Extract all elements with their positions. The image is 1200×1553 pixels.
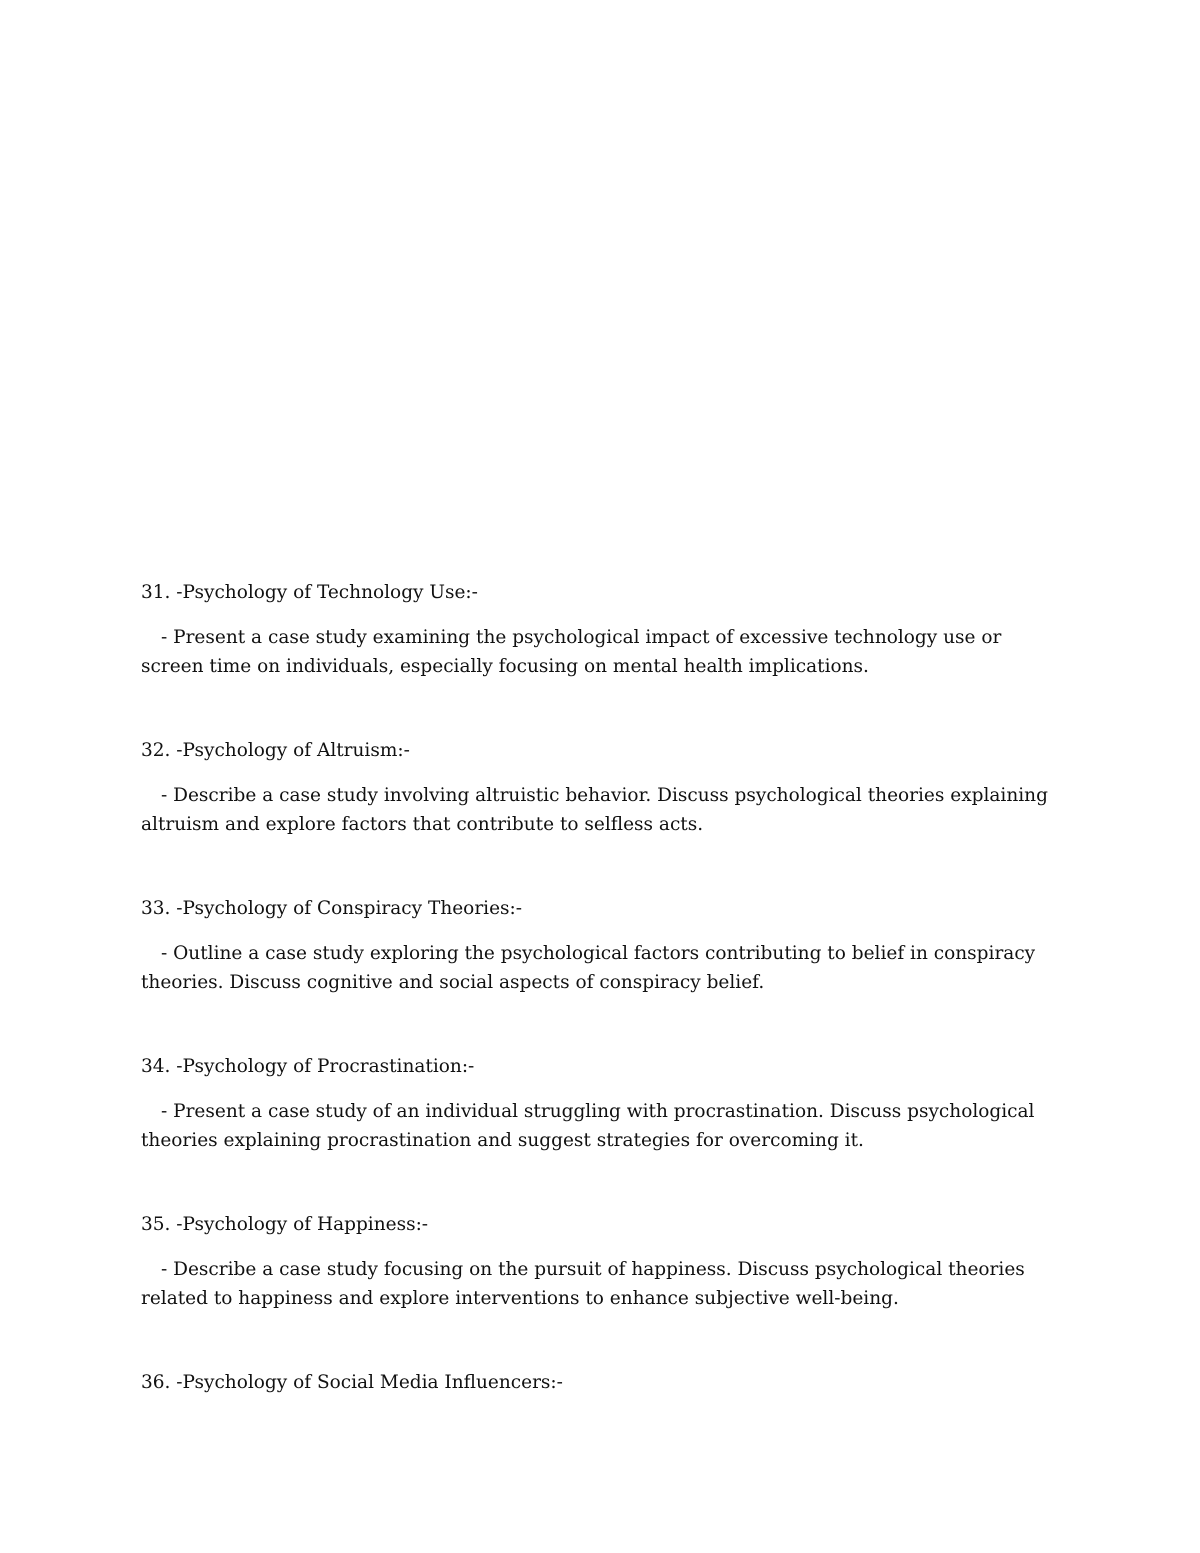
list-item xyxy=(141,895,1061,1053)
list-item xyxy=(141,1211,1061,1369)
item-description: - Describe a case study involving altruistic behavior. Discuss psychological theories explaining altruism and explore factors that contribute to selfless acts. xyxy=(141,785,1048,835)
item-description: - Present a case study of an individual struggling with procrastination. Discuss psychological theories explaining procrastination and suggest strategies for overcoming it. xyxy=(141,1101,1035,1151)
list-item xyxy=(141,737,1061,895)
item-heading: 33. -Psychology of Conspiracy Theories:- xyxy=(141,898,523,919)
item-description: - Present a case study examining the psychological impact of excessive technology use or screen time on individuals, especially focusing on mental health implications. xyxy=(141,627,1002,677)
document-body xyxy=(141,579,1061,1527)
list-item xyxy=(141,579,1061,737)
item-heading: 31. -Psychology of Technology Use:- xyxy=(141,582,478,603)
list-item xyxy=(141,1053,1061,1211)
item-description: - Describe a case study focusing on the pursuit of happiness. Discuss psychological theories related to happiness and explore interventions to enhance subjective well-being. xyxy=(141,1259,1025,1309)
item-description: - Outline a case study exploring the psychological factors contributing to belief in conspiracy theories. Discuss cognitive and social aspects of conspiracy belief. xyxy=(141,943,1036,993)
list-item xyxy=(141,1369,1061,1527)
item-heading: 32. -Psychology of Altruism:- xyxy=(141,740,410,761)
item-heading: 36. -Psychology of Social Media Influencers:- xyxy=(141,1372,563,1393)
item-heading: 35. -Psychology of Happiness:- xyxy=(141,1214,429,1235)
item-heading: 34. -Psychology of Procrastination:- xyxy=(141,1056,475,1077)
